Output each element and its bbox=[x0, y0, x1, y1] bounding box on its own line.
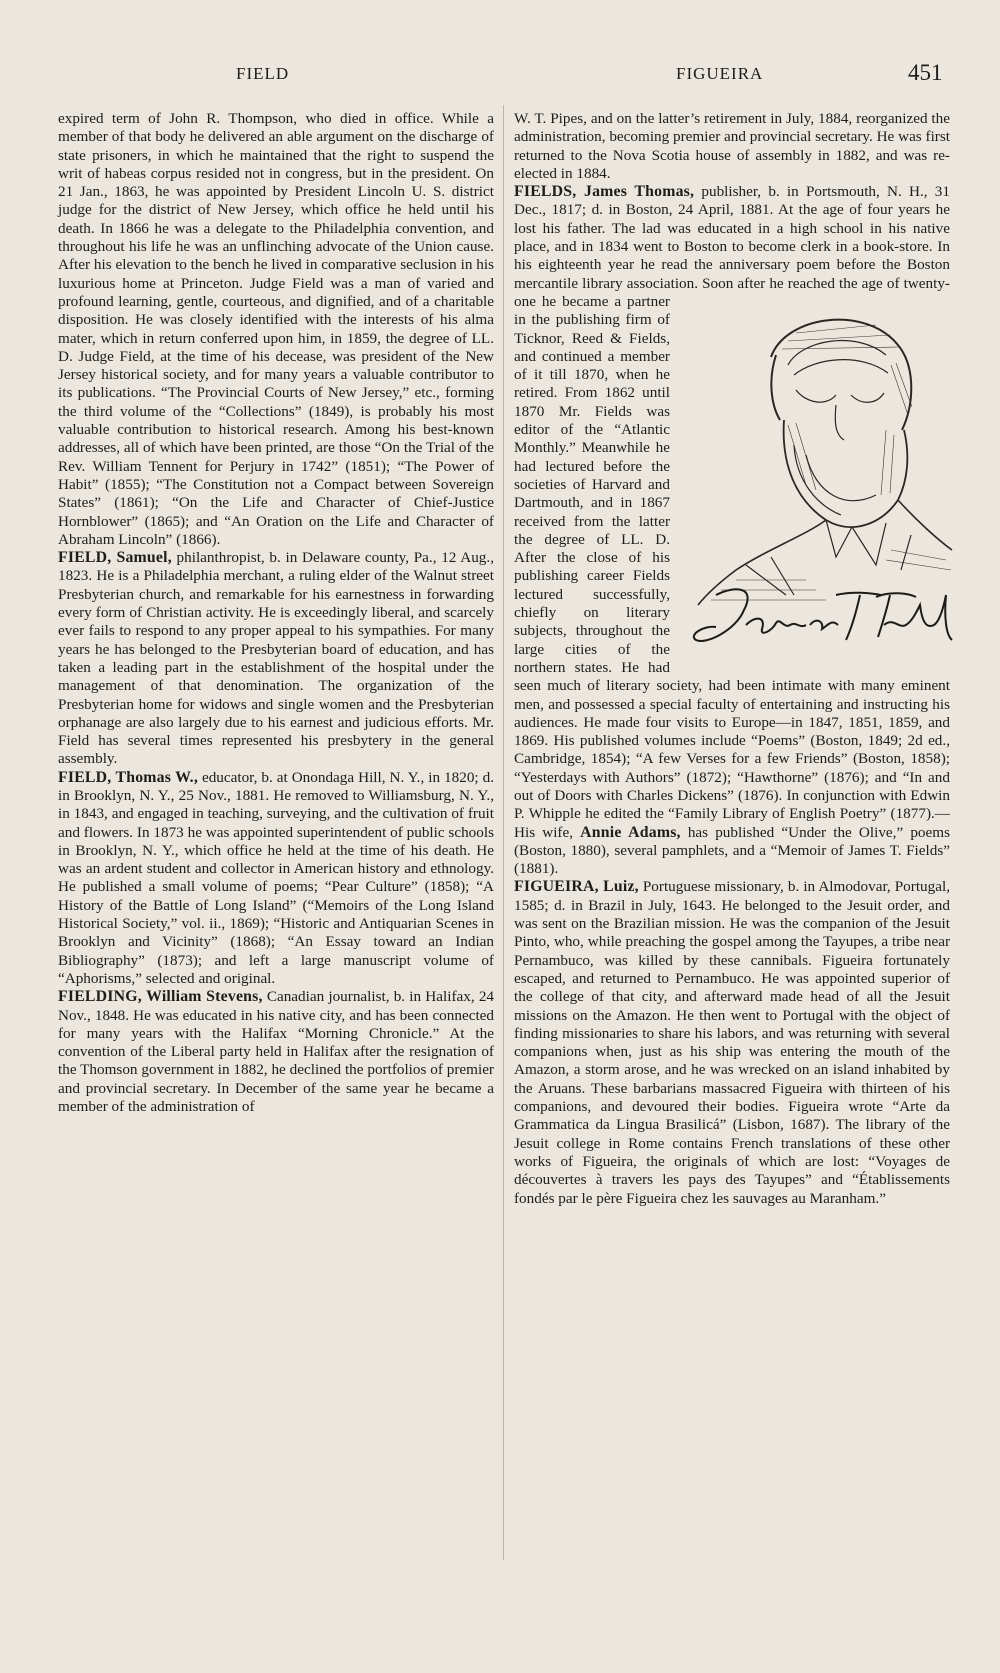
portrait-hatching bbox=[711, 325, 951, 600]
fielding-continued: W. T. Pipes, and on the latter’s retirement in July, 1884, reorganized the administration, becoming premier and provincial secretary. He was first returned to the Nova Scotia house of assembly in 1882, and was re-elected in 1884. bbox=[514, 110, 950, 182]
left-column bbox=[58, 110, 494, 1116]
entry-heading: FIELD, Samuel, bbox=[58, 549, 172, 567]
entry-body-intro: publisher, b. in Portsmouth, N. H., 31 Dec., 1817; d. in Boston, 24 April, 1881. At the age of four years he lost his father. The lad was educated in a high school in his native place, and in 1834 went to Boston to become clerk in a book-store. In his eighteenth year he read the anniversary poem before the Boston mercantile library association. Soon after he reached the age of twenty-one he became a partner in the publishing firm of Ticknor, Reed & Fields, and continued a member of it till 1870, when he retired. From 1862 until 1870 Mr. Fields was editor of the “Atlantic Monthly.” Meanwhile he had lectured before the societies of Harvard and Dartmouth, and in 1867 received from the latter the degree of LL. D. After the close of his publishing career Fields lectured successfully, chiefly on literary subjects, throughout the large cities of the northern states. He had seen much of literary society, had been intimate with many eminent men, and possessed a special faculty of entertaining and instructing his audiences. He made four visits to Europe—in 1847, 1851, 1859, and 1869. His published volumes include “Poems” (Boston, 1849; 2d ed., Cambridge, 1854); “A few Verses for a few Friends” (Boston, 1858); “Yesterdays with Authors” (1872); “Hawthorne” (1876); and “In and out of Doors with Charles Dickens” (1876). In conjunction with Edwin P. Whipple he edited the “Family Library of English Poetry” (1877).—His wife, bbox=[514, 183, 950, 840]
entry-body: philanthropist, b. in Delaware county, Pa., 12 Aug., 1823. He is a Philadelphia merchant, a ruling elder of the Walnut street Presbyterian church, and remarkable for his earnestness in forwarding every form of Christian activity. He is exceedingly liberal, and scarcely ever fails to respond to any proper appeal to his sympathies. For many years he has belonged to the Presbyterian board of education, and has taken a leading part in the establishment of the hospital under the management of that denomination. The organization of the Presbyterian home for widows and single women and the Presbyterian orphanage are also largely due to his earnest and judicious efforts. Mr. Field has several times represented his presbytery in the general assembly. bbox=[58, 549, 494, 768]
entry-body: educator, b. at Onondaga Hill, N. Y., in 1820; d. in Brooklyn, N. Y., 25 Nov., 1881. He removed to Williamsburg, N. Y., in 1843, and engaged in teaching, surveying, and the cultivation of fruit and flowers. In 1873 he was appointed superintendent of public schools in Brooklyn, N. Y., which office he held at the time of his death. He was an ardent student and collector in American history and ethnology. He published a small volume of poems; “Pear Culture” (1858); “A History of the Battle of Long Island” (“Memoirs of the Long Island Historical Society,” vol. ii., 1869); “Historic and Antiquarian Scenes in Brooklyn and Vicinity” (1868); “An Essay toward an Indian Bibliography” (1873); and left a large manuscript volume of “Aphorisms,” selected and original. bbox=[58, 768, 495, 987]
signature-graphic bbox=[694, 589, 952, 641]
entry-body: Portuguese missionary, b. in Almodovar, Portugal, 1585; d. in Brazil in July, 1643. He belonged to the Jesuit order, and was sent on the Brazilian mission. He was the companion of the Jesuit Pinto, who, while preaching the gospel among the Tayupes, a tribe near Pernambuco, was killed by these cannibals. Figueira fortunately escaped, and returned to Pernambuco. He was appointed superior of the college of that city, and afterward made head of all the Jesuit missions on the Amazon. He then went to Portugal with the object of finding missionaries to share his labors, and was returning with several companions when, just as his ship was entering the mouth of the Amazon, a storm arose, and he was wrecked on an island inhabited by the Aruans. These barbarians massacred Figueira with thirteen of his companions, and devoured their bodies. Figueira wrote “Arte da Grammatica da Lingua Brasilicá” (Lisbon, 1687). The library of the Jesuit college in Rome contains French translations of these other works of Figueira, the originals of which are lost: “Voyages de découvertes à travers les pays des Tayupes” and “Établissements fondés par le père Figueira chez les sauvages au Maranham.” bbox=[514, 878, 950, 1207]
entry-heading: FIELD, Thomas W., bbox=[58, 768, 198, 786]
portrait-bust bbox=[698, 320, 952, 605]
entry-fielding-william bbox=[58, 988, 494, 1116]
portrait-engraving bbox=[676, 295, 954, 670]
entry-subheading: Annie Adams, bbox=[580, 823, 681, 841]
column-divider bbox=[503, 105, 504, 1560]
entry-field-thomas bbox=[58, 769, 494, 989]
page-number: 451 bbox=[908, 60, 943, 85]
entry-fields-james bbox=[514, 183, 950, 878]
running-head-right: FIGUEIRA bbox=[676, 64, 764, 83]
entry-figueira-luiz bbox=[514, 878, 950, 1207]
field-richard-continued: expired term of John R. Thompson, who died in office. While a member of that body he delivered an able argument on the discharge of state prisoners, in which he maintained that the right to suspend the writ of habeas corpus resided not in congress, but in the president. On 21 Jan., 1863, he was appointed by President Lincoln U. S. district judge for the district of New Jersey, which office he held until his death. In 1866 he was a delegate to the Philadelphia convention, and throughout his life he was an unflinching advocate of the Union cause. After his elevation to the bench he lived in comparative seclusion in his luxurious home at Princeton. Judge Field was a man of varied and profound learning, gentle, courteous, and dignified, and of a charitable disposition. He was closely identified with the interests of his alma mater, which in return conferred upon him, in 1859, the degree of LL. D. Judge Field, at the time of his decease, was president of the New Jersey historical society, and for many years a valuable contributor to its publications. “The Provincial Courts of New Jersey,” etc., forming the third volume of the “Collections” (1849), is probably his most valuable contribution to historical research. Among his best-known addresses, all of which have been printed, are those “On the Trial of the Rev. William Tennent for Perjury in 1742” (1851); “The Power of Habit” (1855); “The Constitution not a Compact between Sovereign States” (1861); “On the Life and Character of Chief-Justice Hornblower” (1865); and “An Oration on the Life and Character of Abraham Lincoln” (1866). bbox=[58, 110, 494, 548]
entry-body: Canadian journalist, b. in Halifax, 24 Nov., 1848. He was educated in his native city, and has been connected for many years with the Halifax “Morning Chronicle.” At the convention of the Liberal party held in Halifax after the resignation of the Thomson government in 1882, he declined the portfolios of premier and provincial secretary. In December of the same year he became a member of the administration of bbox=[58, 988, 495, 1116]
entry-heading: FIGUEIRA, Luiz, bbox=[514, 878, 639, 896]
entry-field-samuel bbox=[58, 549, 494, 769]
portrait-figure bbox=[676, 295, 954, 670]
right-column bbox=[514, 110, 950, 1208]
entry-body: has published “Under the Olive,” poems (Boston, 1880), several pamphlets, and a “Memoir of James T. Fields” (1881). bbox=[514, 823, 950, 878]
running-head bbox=[0, 60, 1000, 90]
running-head-left: FIELD bbox=[236, 64, 290, 83]
entry-heading: FIELDS, James Thomas, bbox=[514, 183, 695, 201]
entry-heading: FIELDING, William Stevens, bbox=[58, 988, 263, 1006]
